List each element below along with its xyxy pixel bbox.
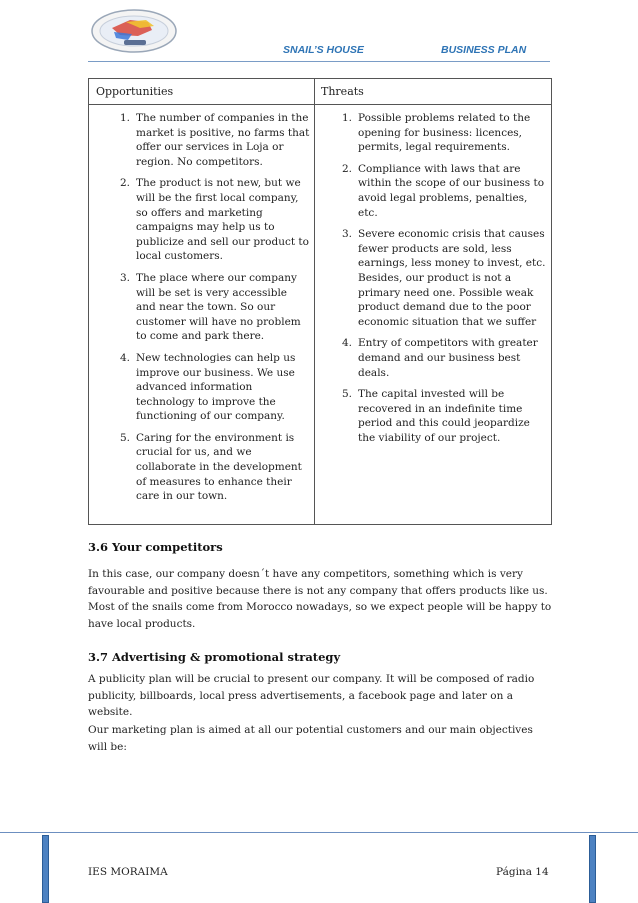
item-text: New technologies can help us improve our business. We use advanced information technology to improve the functioning of our company. (136, 351, 296, 423)
header-divider (88, 61, 550, 62)
footer-school-name: IES MORAIMA (88, 866, 168, 878)
list-item (342, 336, 548, 380)
item-number: 3. (342, 228, 353, 241)
footer-divider (0, 832, 638, 833)
item-number: 4. (342, 337, 353, 350)
item-number: 3. (120, 271, 131, 284)
item-text: The product is not new, but we will be the first local company, so offers and marketing campaigns may help us to publicize and sell our product to local customers. (136, 177, 309, 263)
list-item (342, 387, 548, 445)
list-item (342, 162, 548, 220)
list-item (120, 176, 310, 264)
list-item (120, 111, 310, 169)
page-number: Página 14 (496, 866, 549, 878)
item-text: Severe economic crisis that causes fewer products are sold, less earnings, less money to invest, etc. Besides, our product is not a primary need one. Possible weak product demand due to the poor economic situation that we suffer (358, 228, 546, 328)
opportunities-heading: Opportunities (96, 85, 174, 98)
list-item (120, 431, 310, 504)
advertising-paragraph: A publicity plan will be crucial to present our company. It will be composed of radio publicity, billboards, local press advertisements, a facebook page and later on a website. (88, 673, 535, 718)
header-title: SNAIL’S HOUSE (283, 44, 364, 56)
item-number: 1. (342, 112, 353, 124)
competitors-heading: 3.6 Your competitors (88, 540, 223, 554)
item-text: The number of companies in the market is positive, no farms that offer our services in Loja or region. No competitors. (136, 112, 310, 168)
item-text: The capital invested will be recovered in an indefinite time period and this could jeopardize the viability of our project. (358, 388, 530, 444)
header-doc-type: BUSINESS PLAN (441, 44, 527, 56)
item-text: Entry of competitors with greater demand and our business best deals. (358, 337, 538, 379)
item-number: 5. (342, 388, 353, 401)
threats-list (342, 111, 548, 452)
item-text: Caring for the environment is crucial for us, and we collaborate in the development of measures to enhance their care in our town. (136, 431, 302, 503)
company-logo (90, 8, 178, 54)
item-text: Compliance with laws that are within the scope of our business to avoid legal problems, penalties, etc. (358, 162, 545, 219)
threats-heading: Threats (321, 85, 364, 98)
list-item (120, 271, 310, 344)
list-item (342, 111, 548, 155)
opportunities-list (120, 111, 310, 511)
item-number: 1. (120, 112, 131, 124)
table-header-divider (89, 104, 551, 105)
item-number: 2. (120, 177, 131, 190)
table-column-divider (314, 79, 315, 524)
footer-right-bar (589, 835, 596, 903)
item-number: 2. (342, 162, 353, 175)
swot-table (88, 78, 552, 525)
competitors-paragraph: In this case, our company doesn´t have any competitors, something which is very favourable and positive because there is not any company that offers products like us. Most of the snails come from Morocco nowadays, so we expect people will be happy to have local products. (88, 568, 552, 630)
item-text: Possible problems related to the opening for business: licences, permits, legal requirements. (358, 112, 531, 154)
item-text: The place where our company will be set is very accessible and near the town. So our customer will have no problem to come and park there. (136, 271, 301, 343)
list-item (120, 351, 310, 424)
footer-left-bar (42, 835, 49, 903)
item-number: 5. (120, 431, 131, 444)
item-number: 4. (120, 351, 131, 364)
advertising-heading: 3.7 Advertising & promotional strategy (88, 650, 341, 664)
marketing-paragraph: Our marketing plan is aimed at all our potential customers and our main objectives will be: (88, 724, 533, 753)
list-item (342, 227, 548, 329)
